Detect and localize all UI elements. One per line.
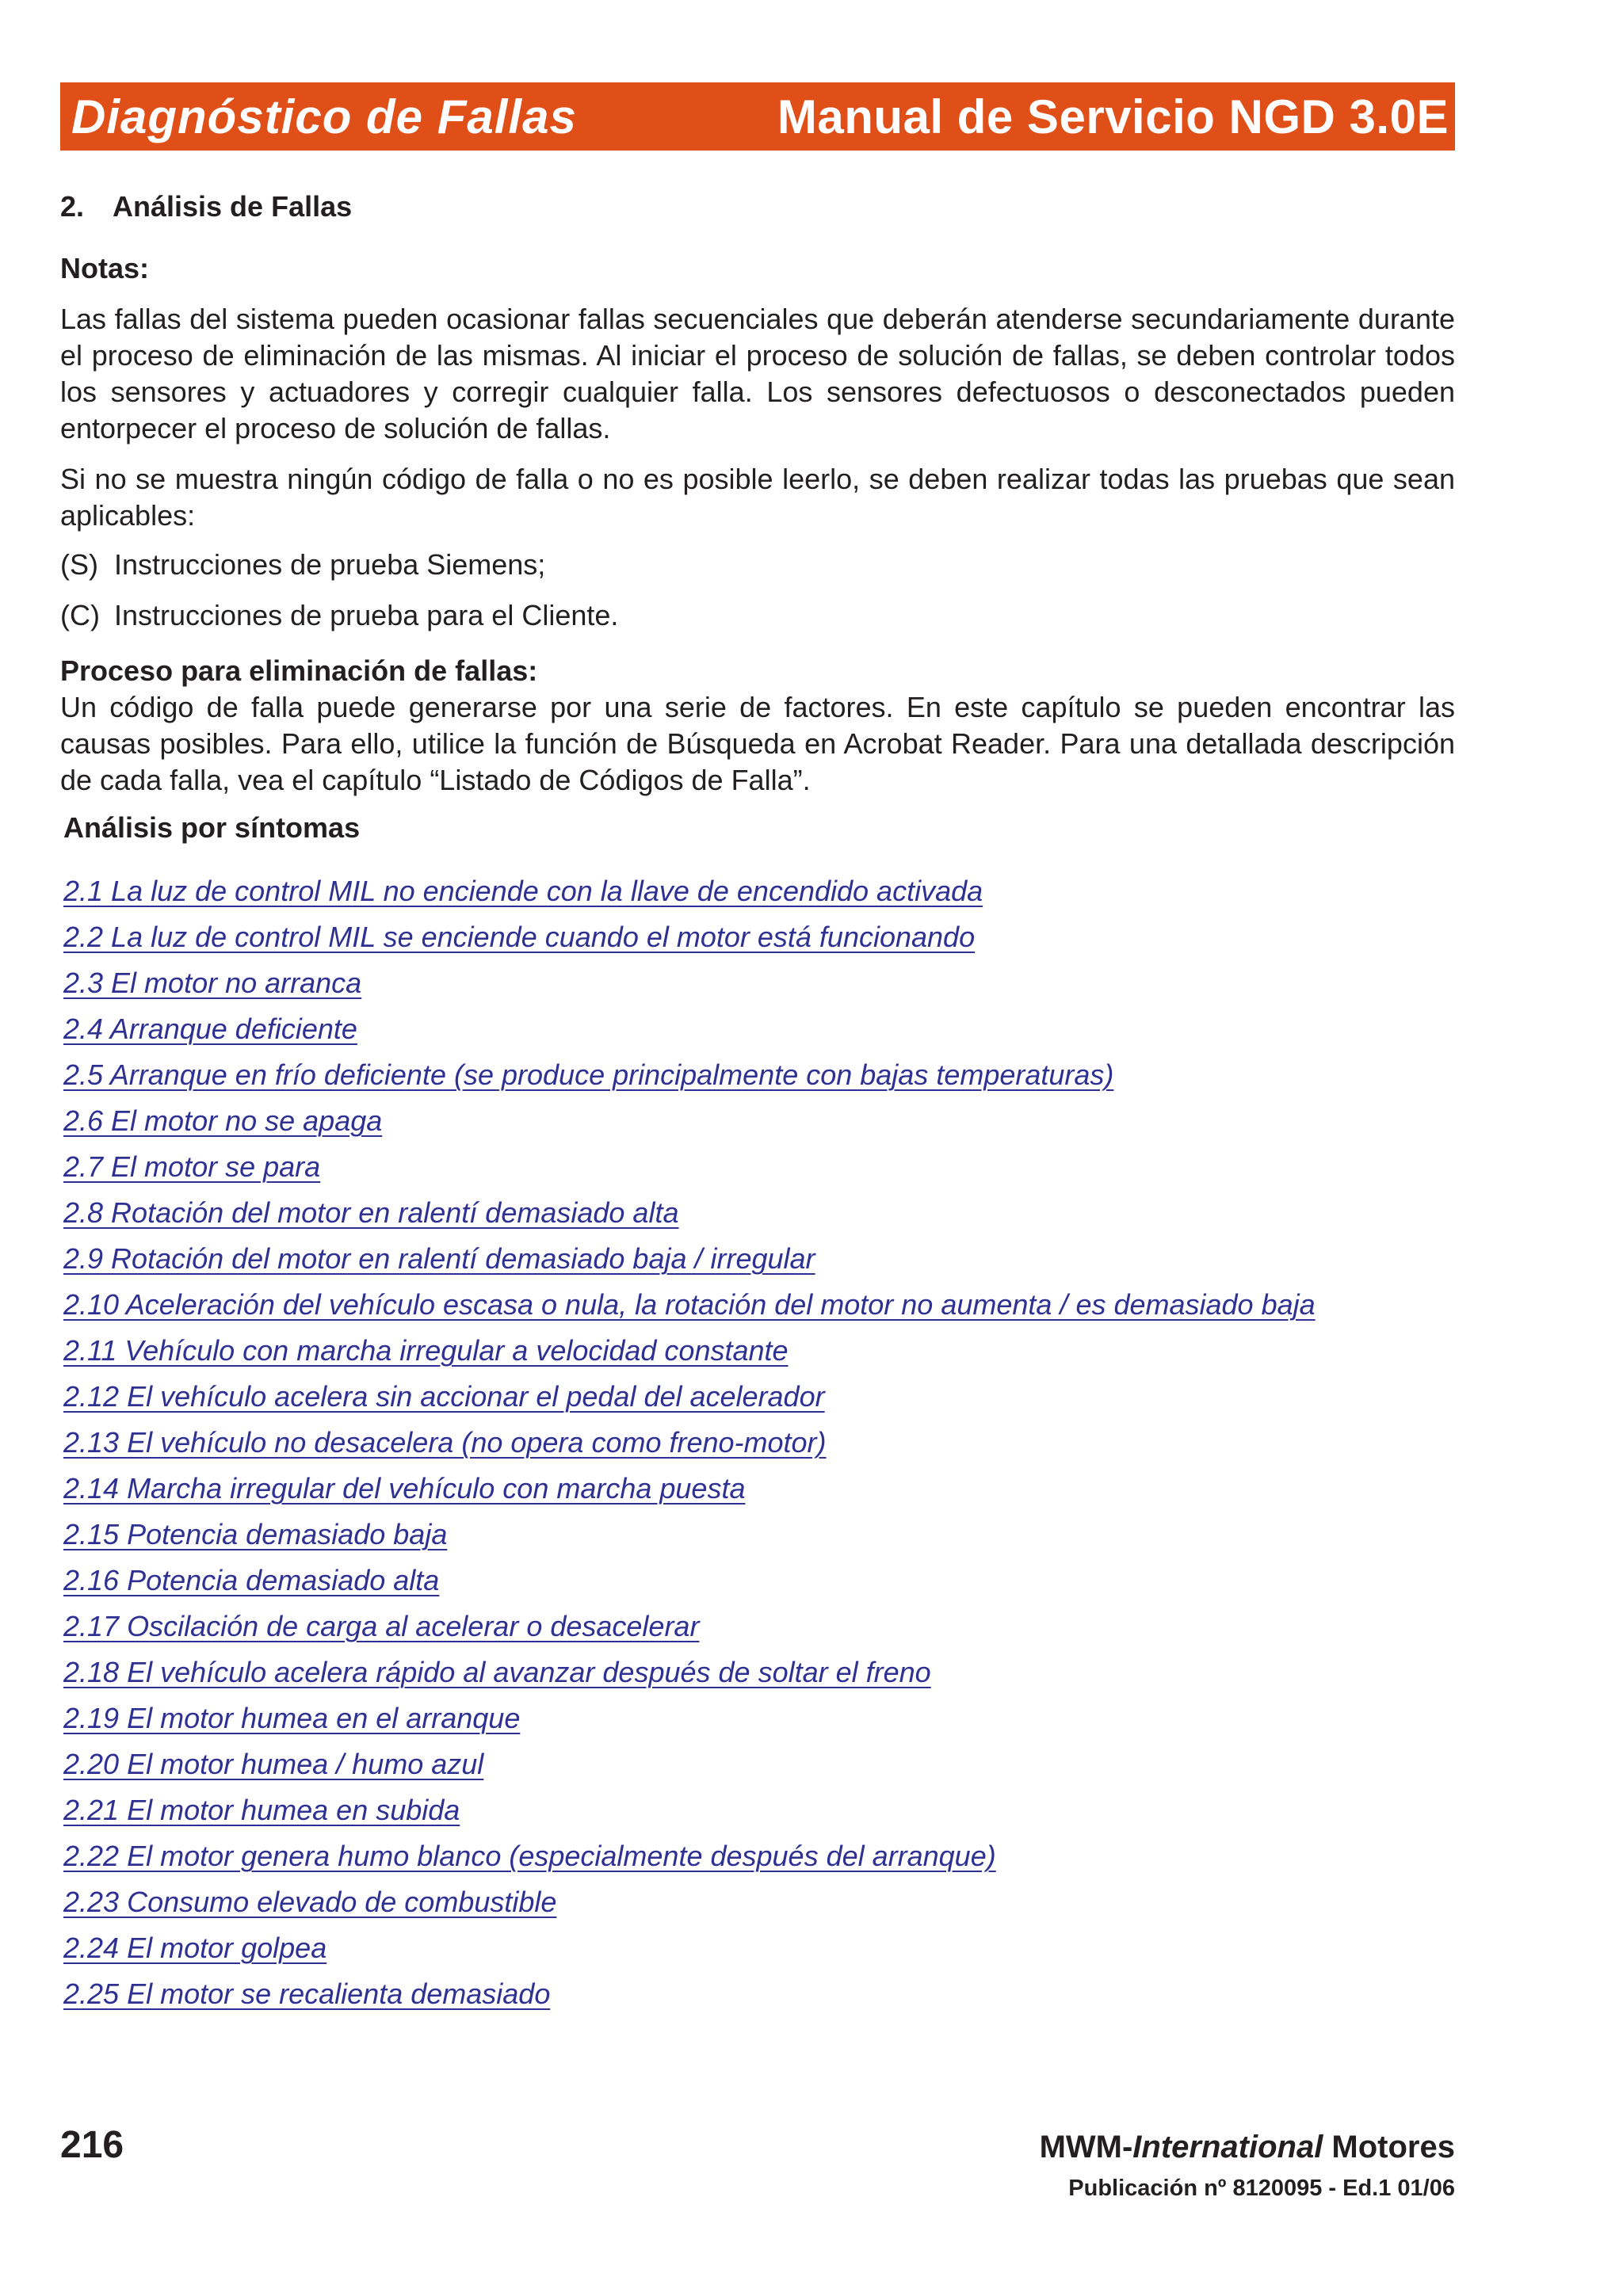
- list-item: [63, 1833, 1458, 1879]
- symptom-link[interactable]: 2.12 El vehículo acelera sin accionar el pedal del acelerador: [63, 1380, 825, 1413]
- notes-paragraph-1: Las fallas del sistema pueden ocasionar fallas secuenciales que deberán atenderse secundariamente durante el proceso de eliminación de las mismas. Al iniciar el proceso de solución de fallas, se deben controlar todos los sensores y actuadores y corregir cualquier falla. Los sensores defectuosos o desconectados pueden entorpecer el proceso de solución de fallas.: [60, 303, 1455, 444]
- list-item: [63, 1971, 1458, 2017]
- list-item: [63, 1328, 1458, 1374]
- brand-suffix: Motores: [1323, 2130, 1455, 2164]
- notes-label: Notas:: [60, 252, 150, 284]
- list-item: [63, 1098, 1458, 1144]
- list-item: [63, 1925, 1458, 1971]
- process-title: Proceso para eliminación de fallas:: [60, 654, 538, 687]
- symptom-link[interactable]: 2.2 La luz de control MIL se enciende cuando el motor está funcionando: [63, 921, 976, 953]
- test-instruction-item: [60, 548, 1455, 582]
- list-item: [63, 1512, 1458, 1558]
- symptom-link[interactable]: 2.10 Aceleración del vehículo escasa o nula, la rotación del motor no aumenta / es demasiado baja: [63, 1288, 1316, 1321]
- list-item: [63, 1420, 1458, 1466]
- publication-number: Publicación nº 8120095 - Ed.1 01/06: [1068, 2176, 1455, 2201]
- header-bar: [60, 82, 1455, 151]
- symptom-link[interactable]: 2.7 El motor se para: [63, 1150, 321, 1183]
- symptom-link[interactable]: 2.25 El motor se recalienta demasiado: [63, 1978, 551, 2010]
- symptom-link[interactable]: 2.23 Consumo elevado de combustible: [63, 1886, 557, 1918]
- symptom-link[interactable]: 2.20 El motor humea / humo azul: [63, 1748, 484, 1780]
- section-title: Análisis de Fallas: [113, 190, 353, 223]
- list-item: [63, 1374, 1458, 1420]
- symptom-link-list: [63, 868, 1458, 2017]
- symptom-link[interactable]: 2.6 El motor no se apaga: [63, 1104, 383, 1137]
- list-item: [63, 914, 1458, 960]
- symptom-link[interactable]: 2.14 Marcha irregular del vehículo con marcha puesta: [63, 1472, 746, 1505]
- page-number: 216: [60, 2124, 124, 2166]
- list-item: [63, 1558, 1458, 1604]
- list-item: [63, 1052, 1458, 1098]
- list-item: [63, 1236, 1458, 1282]
- brand-prefix: MWM-: [1039, 2130, 1133, 2164]
- item-marker: (C): [60, 599, 100, 631]
- symptoms-title: Análisis por síntomas: [63, 811, 361, 844]
- section-heading: [60, 190, 1455, 223]
- list-item: [63, 868, 1458, 914]
- symptom-link[interactable]: 2.13 El vehículo no desacelera (no opera como freno-motor): [63, 1426, 827, 1459]
- symptom-link[interactable]: 2.8 Rotación del motor en ralentí demasiado alta: [63, 1196, 679, 1229]
- test-instruction-item: [60, 599, 1455, 632]
- item-text: Instrucciones de prueba Siemens;: [114, 548, 546, 581]
- symptom-link[interactable]: 2.22 El motor genera humo blanco (especialmente después del arranque): [63, 1840, 996, 1872]
- list-item: [63, 1466, 1458, 1512]
- list-item: [63, 1879, 1458, 1925]
- list-item: [63, 960, 1458, 1006]
- symptom-link[interactable]: 2.1 La luz de control MIL no enciende con la llave de encendido activada: [63, 875, 983, 907]
- symptom-link[interactable]: 2.5 Arranque en frío deficiente (se produce principalmente con bajas temperaturas): [63, 1058, 1114, 1091]
- list-item: [63, 1650, 1458, 1695]
- publisher-brand: [1040, 2130, 1455, 2165]
- manual-title: Manual de Servicio NGD 3.0E: [777, 90, 1449, 143]
- symptom-link[interactable]: 2.9 Rotación del motor en ralentí demasiado baja / irregular: [63, 1242, 815, 1275]
- chapter-title: Diagnóstico de Fallas: [71, 90, 577, 143]
- list-item: [63, 1190, 1458, 1236]
- symptom-link[interactable]: 2.16 Potencia demasiado alta: [63, 1564, 440, 1596]
- section-number: 2.: [60, 190, 85, 223]
- item-text: Instrucciones de prueba para el Cliente.: [114, 599, 619, 631]
- symptom-link[interactable]: 2.3 El motor no arranca: [63, 967, 362, 999]
- list-item: [63, 1741, 1458, 1787]
- symptom-link[interactable]: 2.17 Oscilación de carga al acelerar o desacelerar: [63, 1610, 700, 1642]
- symptom-link[interactable]: 2.11 Vehículo con marcha irregular a velocidad constante: [63, 1334, 789, 1367]
- list-item: [63, 1604, 1458, 1650]
- symptom-link[interactable]: 2.4 Arranque deficiente: [63, 1013, 357, 1045]
- list-item: [63, 1282, 1458, 1328]
- process-paragraph: Un código de falla puede generarse por una serie de factores. En este capítulo se pueden encontrar las causas posibles. Para ello, utilice la función de Búsqueda en Acrobat Reader. Para una detallada descripción de cada falla, vea el capítulo “Listado de Códigos de Falla”.: [60, 691, 1455, 796]
- list-item: [63, 1787, 1458, 1833]
- symptom-link[interactable]: 2.21 El motor humea en subida: [63, 1794, 460, 1826]
- symptom-link[interactable]: 2.24 El motor golpea: [63, 1932, 327, 1964]
- symptom-link[interactable]: 2.19 El motor humea en el arranque: [63, 1702, 521, 1734]
- notes-paragraph-2: Si no se muestra ningún código de falla o no es posible leerlo, se deben realizar todas las pruebas que sean aplicables:: [60, 463, 1455, 532]
- list-item: [63, 1144, 1458, 1190]
- brand-italic: International: [1132, 2130, 1323, 2164]
- item-marker: (S): [60, 548, 98, 581]
- symptom-link[interactable]: 2.18 El vehículo acelera rápido al avanzar después de soltar el freno: [63, 1656, 931, 1688]
- symptom-link[interactable]: 2.15 Potencia demasiado baja: [63, 1518, 448, 1550]
- list-item: [63, 1695, 1458, 1741]
- list-item: [63, 1006, 1458, 1052]
